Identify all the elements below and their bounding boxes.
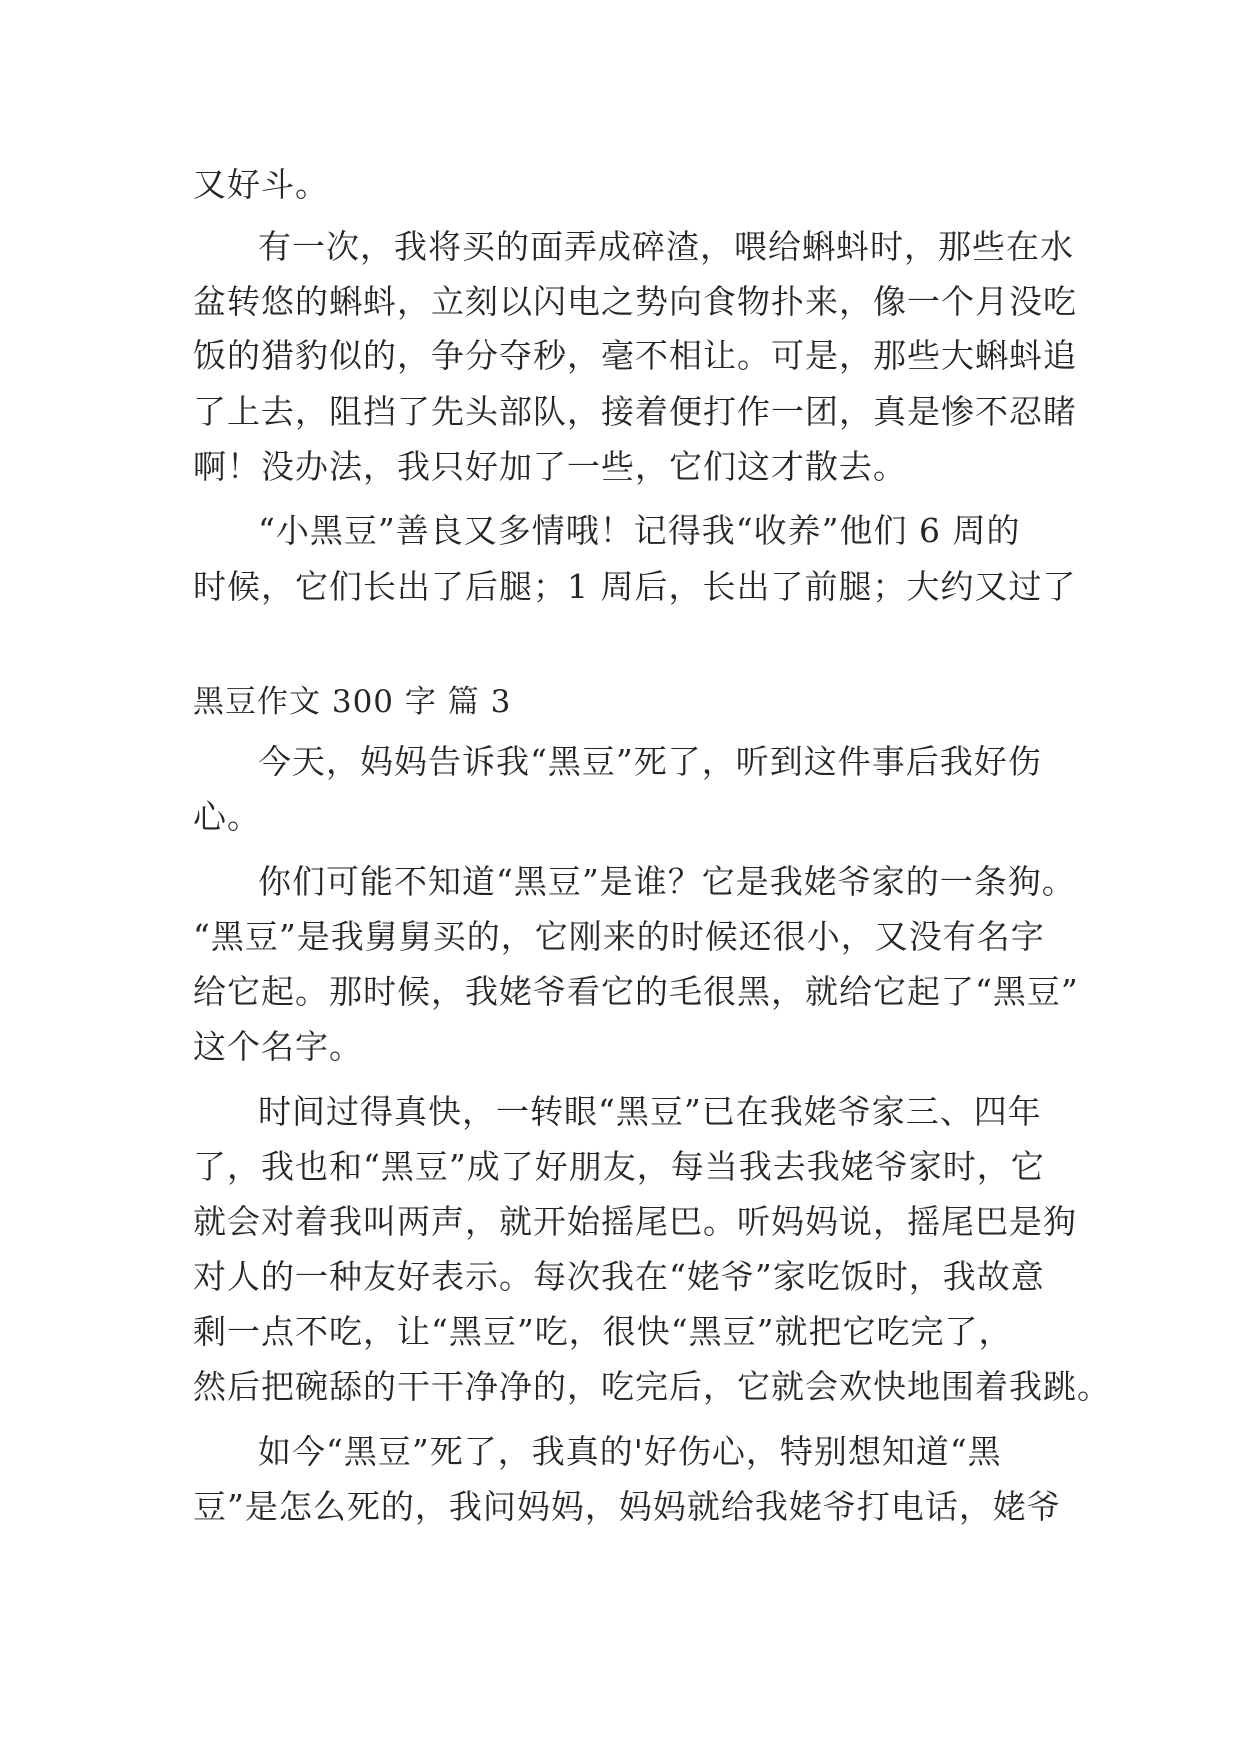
paragraph-line: 了上去，阻挡了先头部队，接着便打作一团，真是惨不忍睹 xyxy=(193,392,1077,431)
paragraph-line: 了，我也和“黑豆”成了好朋友，每当我去我姥爷家时，它 xyxy=(193,1147,1045,1186)
paragraph-line: 有一次，我将买的面弄成碎渣，喂给蝌蚪时，那些在水 xyxy=(258,227,1074,266)
paragraph-line: 啊！没办法，我只好加了一些，它们这才散去。 xyxy=(193,447,907,486)
paragraph-line: 心。 xyxy=(193,797,261,836)
paragraph-line: 时候，它们长出了后腿；1 周后，长出了前腿；大约又过了 xyxy=(193,567,1077,606)
paragraph-line: 今天，妈妈告诉我“黑豆”死了，听到这件事后我好伤 xyxy=(258,742,1042,781)
paragraph-line: 对人的一种友好表示。每次我在“姥爷”家吃饭时，我故意 xyxy=(193,1257,1045,1296)
paragraph-line: 如今“黑豆”死了，我真的'好伤心，特别想知道“黑 xyxy=(258,1432,1002,1471)
paragraph-line: 盆转悠的蝌蚪，立刻以闪电之势向食物扑来，像一个月没吃 xyxy=(193,282,1077,321)
paragraph-line: 剩一点不吃，让“黑豆”吃，很快“黑豆”就把它吃完了， xyxy=(193,1312,1013,1351)
paragraph-line: “黑豆”是我舅舅买的，它刚来的时候还很小，又没有名字 xyxy=(193,917,1045,956)
paragraph-line: 给它起。那时候，我姥爷看它的毛很黑，就给它起了“黑豆” xyxy=(193,972,1079,1011)
paragraph-line: 然后把碗舔的干干净净的，吃完后，它就会欢快地围着我跳。 xyxy=(193,1367,1111,1406)
paragraph-line: “小黑豆”善良又多情哦！记得我“收养”他们 6 周的 xyxy=(258,511,1021,550)
paragraph-line: 豆”是怎么死的，我问妈妈，妈妈就给我姥爷打电话，姥爷 xyxy=(193,1487,1061,1526)
paragraph-line: 这个名字。 xyxy=(193,1027,363,1066)
paragraph-line: 饭的猎豹似的，争分夺秒，毫不相让。可是，那些大蝌蚪追 xyxy=(193,336,1077,375)
paragraph-line: 又好斗。 xyxy=(193,165,329,204)
paragraph-line: 你们可能不知道“黑豆”是谁？它是我姥爷家的一条狗。 xyxy=(258,862,1076,901)
section-heading: 黑豆作文 300 字 篇 3 xyxy=(193,684,512,720)
paragraph-line: 时间过得真快，一转眼“黑豆”已在我姥爷家三、四年 xyxy=(258,1092,1042,1131)
paragraph-line: 就会对着我叫两声，就开始摇尾巴。听妈妈说，摇尾巴是狗 xyxy=(193,1202,1077,1241)
